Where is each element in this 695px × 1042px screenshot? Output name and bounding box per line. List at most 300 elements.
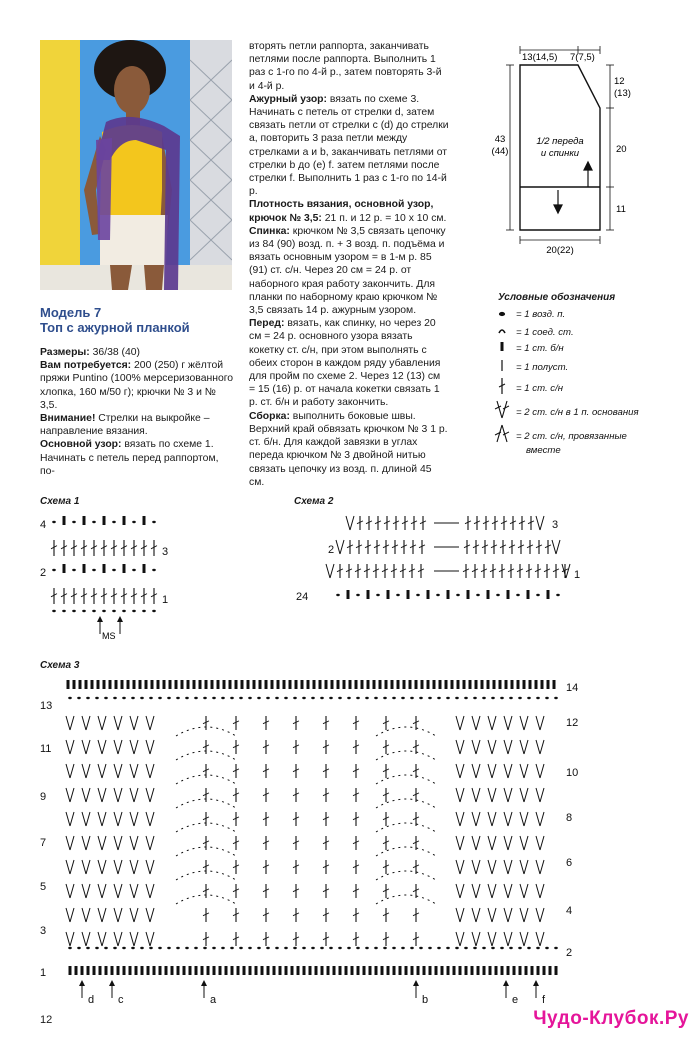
schema3-row-11: 11 (40, 743, 52, 755)
chain-stitch-mark (320, 947, 324, 949)
chain-stitch-mark (455, 947, 459, 949)
sc-stitch-mark (489, 966, 492, 975)
chain-stitch-mark (266, 697, 270, 699)
watermark: Чудо-Клубок.Ру (533, 1008, 689, 1029)
middle-column-text (249, 40, 449, 489)
chain-stitch-mark (338, 697, 342, 699)
chain-stitch-mark (176, 697, 180, 699)
v-stitch-mark (540, 516, 544, 530)
chain-stitch-mark (419, 947, 423, 949)
sc-stitch-mark (445, 680, 448, 689)
chain-stitch-mark (131, 697, 135, 699)
v-stitch-mark (472, 836, 476, 850)
v-stitch-mark (346, 516, 350, 530)
chain-stitch-mark (476, 594, 480, 596)
v-stitch-mark (86, 740, 90, 754)
v-stitch-mark (488, 716, 492, 730)
v-stitch-mark (492, 836, 496, 850)
sc-stitch-mark (219, 966, 222, 975)
v-stitch-mark (114, 740, 118, 754)
pattern-label-1: 1/2 переда (536, 136, 584, 147)
v-stitch-mark (456, 716, 460, 730)
sc-stitch-mark (123, 564, 126, 573)
chain-stitch-mark (464, 697, 468, 699)
chain-stitch-mark (428, 947, 432, 949)
v-stitch-mark (114, 764, 118, 778)
chain-stitch-mark (392, 947, 396, 949)
v-stitch-mark (70, 860, 74, 874)
v-stitch-mark (150, 932, 154, 946)
v-stitch-mark (492, 908, 496, 922)
chain-stitch-mark (491, 947, 495, 949)
v-stitch-mark (460, 788, 464, 802)
schema1-row-2: 2 (40, 567, 47, 579)
sc-stitch-mark (493, 680, 496, 689)
v-stitch-mark (150, 836, 154, 850)
sc-stitch-mark (123, 516, 126, 525)
v-stitch-mark (114, 932, 118, 946)
v-stitch-mark (130, 812, 134, 826)
v-stitch-mark (150, 812, 154, 826)
v-stitch-mark (66, 932, 70, 946)
schema3-row-12: 12 (566, 717, 579, 729)
arrow-head (109, 980, 115, 986)
sc-stitch-mark (487, 590, 490, 599)
legend-title: Условные обозначения (498, 292, 616, 303)
sc-stitch-mark (199, 680, 202, 689)
v-stitch-mark (456, 884, 460, 898)
v-stitch-mark (118, 932, 122, 946)
sc-stitch-mark (469, 680, 472, 689)
schema1-chart (36, 510, 186, 645)
v-stitch-mark (536, 812, 540, 826)
sc-stitch-mark (379, 680, 382, 689)
sc-stitch-mark (373, 680, 376, 689)
schema2-row-2: 2 (328, 544, 335, 556)
sc-stitch-mark (391, 680, 394, 689)
v-stitch-mark (456, 764, 460, 778)
chain-stitch-mark (491, 697, 495, 699)
legend-symbols (492, 305, 692, 465)
dim-top-left: 13(14,5) (522, 52, 558, 63)
v-stitch-mark (504, 932, 508, 946)
chain-stitch-mark (113, 697, 117, 699)
v-stitch-mark (66, 716, 70, 730)
legend (498, 292, 688, 303)
sc-stitch-mark (477, 966, 480, 975)
v-stitch-mark (70, 788, 74, 802)
sc-stitch-mark (163, 680, 166, 689)
page-number: 12 (40, 1014, 53, 1026)
v-stitch-mark (70, 812, 74, 826)
v-stitch-mark (70, 908, 74, 922)
v-stitch-mark (66, 884, 70, 898)
sc-stitch-mark (403, 680, 406, 689)
v-stitch-mark (150, 860, 154, 874)
v-stitch-mark (86, 788, 90, 802)
sc-stitch-mark (501, 966, 504, 975)
sc-stitch-mark (481, 680, 484, 689)
sc-stitch-mark (447, 590, 450, 599)
v-stitch-mark (536, 860, 540, 874)
fan-arc (376, 847, 436, 856)
sc-stitch-mark (483, 966, 486, 975)
photo-illustration (40, 40, 232, 290)
chain-stitch-mark (302, 947, 306, 949)
fan-arc (376, 799, 436, 808)
sc-stitch-mark (381, 966, 384, 975)
chain-stitch-mark (516, 594, 520, 596)
v-stitch-mark (508, 932, 512, 946)
schema3-stitches (66, 680, 558, 998)
v-stitch-mark (86, 932, 90, 946)
sc-stitch-mark (423, 966, 426, 975)
sc-stitch-mark (81, 966, 84, 975)
paragraph-gauge: Плотность вязания, основной узор, крючок № 3,5: 21 п. и 12 р. = 10 х 10 см. (249, 199, 447, 224)
chain-stitch-mark (329, 697, 333, 699)
sc-stitch-mark (355, 680, 358, 689)
v-stitch-mark (102, 740, 106, 754)
sc-stitch-mark (319, 680, 322, 689)
chain-stitch-mark (140, 697, 144, 699)
v-stitch-mark (476, 716, 480, 730)
chain-stitch-mark (396, 594, 400, 596)
sc-stitch-mark (511, 680, 514, 689)
chain-stitch-mark (311, 947, 315, 949)
schema3-row-2: 2 (566, 947, 573, 959)
chain-stitch-mark (410, 947, 414, 949)
v-stitch-mark (524, 764, 528, 778)
sc-stitch-mark (247, 680, 250, 689)
sc-stitch-mark (117, 966, 120, 975)
sc-stitch-mark (235, 680, 238, 689)
v-stitch-mark (504, 764, 508, 778)
v-stitch-mark (82, 884, 86, 898)
chain-stitch-mark (365, 947, 369, 949)
sc-stitch-mark (277, 680, 280, 689)
chain-stitch-mark (239, 697, 243, 699)
chain-stitch-mark (77, 947, 81, 949)
sc-stitch-mark (103, 516, 106, 525)
v-stitch-mark (508, 764, 512, 778)
v-stitch-mark (536, 740, 540, 754)
fan-arc (376, 775, 436, 784)
v-stitch-mark (456, 860, 460, 874)
sc-stitch-mark (217, 680, 220, 689)
v-stitch-mark (492, 716, 496, 730)
sc-stitch-mark (397, 680, 400, 689)
chain-stitch-mark (104, 697, 108, 699)
v-stitch-mark (476, 908, 480, 922)
chain-stitch-mark (86, 947, 90, 949)
sc-stitch-mark (499, 680, 502, 689)
v-stitch-mark (488, 860, 492, 874)
sc-stitch-mark (387, 590, 390, 599)
sc-stitch-mark (439, 680, 442, 689)
sc-stitch-mark (229, 680, 232, 689)
sc-stitch-mark (265, 680, 268, 689)
chain-stitch-mark (554, 947, 558, 949)
v-stitch-mark (146, 884, 150, 898)
v-stitch-mark (114, 812, 118, 826)
sc-stitch-mark (457, 680, 460, 689)
slip-stitch-icon (499, 330, 505, 333)
sc-stitch-mark (347, 590, 350, 599)
sc-stitch-mark (205, 680, 208, 689)
sc-stitch-mark (103, 564, 106, 573)
v-stitch-mark (460, 932, 464, 946)
chain-stitch-mark (152, 569, 156, 571)
v-stitch-mark (134, 908, 138, 922)
v-stitch-mark (504, 716, 508, 730)
sc-stitch-mark (211, 680, 214, 689)
v-stitch-mark (504, 860, 508, 874)
chain-stitch-mark (376, 594, 380, 596)
sc-stitch-mark (529, 680, 532, 689)
v-stitch-mark (508, 908, 512, 922)
chain-stitch-mark (473, 947, 477, 949)
schema3-row-6: 6 (566, 857, 573, 869)
chain-stitch-mark (212, 947, 216, 949)
v-stitch-mark (102, 932, 106, 946)
sc-stitch-mark (249, 966, 252, 975)
v-stitch-mark (130, 716, 134, 730)
chain-stitch-mark (149, 947, 153, 949)
dim-top-right: 7(7,5) (570, 52, 595, 63)
sc-stitch-mark (141, 966, 144, 975)
v-stitch-mark (476, 836, 480, 850)
paragraph-back: Спинка: крючком № 3,5 связать цепочку из 84 (90) возд. п. + 3 возд. п. подъёма и вязать основным узором = в 1-м р. 85 (91) ст. с/н. Через 20 см = 24 р. от наборного края работу закончить. Для планки по наборному краю крючком № 3,5 связать 14 р. ажурным узором. (249, 225, 446, 317)
v-stitch-mark (508, 884, 512, 898)
sc-stitch-mark (121, 680, 124, 689)
sc-stitch-mark (195, 966, 198, 975)
chain-stitch-mark (52, 521, 56, 523)
sc-stitch-mark (237, 966, 240, 975)
v-stitch-mark (508, 812, 512, 826)
dim-right-top-2: (13) (614, 88, 631, 99)
v-stitch-mark (472, 764, 476, 778)
v-stitch-mark (540, 836, 544, 850)
sc-stitch-mark (201, 966, 204, 975)
v-stitch-mark (524, 836, 528, 850)
sc-stitch-mark (399, 966, 402, 975)
sc-stitch-mark (69, 966, 72, 975)
sc-stitch-mark (253, 680, 256, 689)
sc-stitch-mark (471, 966, 474, 975)
sc-stitch-mark (273, 966, 276, 975)
chain-stitch-mark (95, 697, 99, 699)
v-stitch-mark (102, 836, 106, 850)
v-stitch-mark (460, 836, 464, 850)
v-stitch-mark (70, 884, 74, 898)
sc-stitch-mark (243, 966, 246, 975)
chain-stitch-mark (401, 947, 405, 949)
sc-stitch-mark (547, 680, 550, 689)
sc-stitch-mark (333, 966, 336, 975)
chain-stitch-mark (545, 947, 549, 949)
v-stitch-mark (82, 764, 86, 778)
schema3-arrow-b: b (422, 994, 429, 1006)
chain-stitch-mark (437, 947, 441, 949)
sc-stitch-mark (97, 680, 100, 689)
sc-stitch-mark (231, 966, 234, 975)
chain-stitch-mark (248, 697, 252, 699)
v-stitch-mark (66, 908, 70, 922)
v-stitch-mark (524, 884, 528, 898)
chain-stitch-mark (194, 947, 198, 949)
paragraph-sizes: Размеры: 36/38 (40) (40, 347, 141, 358)
v-stitch-mark (66, 764, 70, 778)
schema3-arrow-e: e (512, 994, 519, 1006)
sc-stitch-mark (405, 966, 408, 975)
v-stitch-mark (86, 812, 90, 826)
paragraph-materials: Вам потребуется: 200 (250) г жёлтой пряжи Puntino (100% мерсеризованного хлопка, 160 м/50 г); крючки № 3 и № 3,5. (40, 360, 234, 411)
sc-stitch-mark (177, 966, 180, 975)
v-stitch-mark (476, 740, 480, 754)
v-stitch-mark (460, 740, 464, 754)
sc-stitch-mark (301, 680, 304, 689)
v-stitch-mark (66, 836, 70, 850)
v-stitch-mark (460, 764, 464, 778)
chain-stitch-mark (203, 947, 207, 949)
sc-stitch-mark (91, 680, 94, 689)
v-stitch-mark (150, 740, 154, 754)
v-stitch-mark (476, 932, 480, 946)
sc-stitch-mark (417, 966, 420, 975)
sc-stitch-mark (67, 680, 70, 689)
chain-stitch-mark (320, 697, 324, 699)
v-stitch-mark (552, 540, 556, 554)
arrow-head (79, 980, 85, 986)
chain-stitch-mark (221, 697, 225, 699)
sc-stitch-mark (135, 966, 138, 975)
chain-stitch-mark (131, 947, 135, 949)
v-stitch-mark (102, 860, 106, 874)
sc-stitch-mark (369, 966, 372, 975)
sc-stitch-mark (345, 966, 348, 975)
v-stitch-mark (114, 860, 118, 874)
v-stitch-mark (456, 932, 460, 946)
dim-bottom: 20(22) (546, 245, 574, 255)
sc-stitch-mark (303, 966, 306, 975)
v-stitch-mark (146, 908, 150, 922)
sc-stitch-mark (127, 680, 130, 689)
v-stitch-mark (488, 932, 492, 946)
chain-stitch-mark (52, 610, 56, 612)
chain-stitch-mark (500, 697, 504, 699)
sc-stitch-mark (165, 966, 168, 975)
chain-stitch-mark (86, 697, 90, 699)
v-stitch-mark (146, 716, 150, 730)
chain-stitch-mark (77, 697, 81, 699)
sc-stitch-mark (357, 966, 360, 975)
v-stitch-mark (524, 908, 528, 922)
v-stitch-mark (476, 884, 480, 898)
chain-stitch-mark (68, 947, 72, 949)
v-stitch-mark (66, 860, 70, 874)
v-stitch-mark (540, 716, 544, 730)
v-stitch-mark (488, 788, 492, 802)
schema3-row-10: 10 (566, 767, 579, 779)
sc-stitch-mark (189, 966, 192, 975)
sc-stitch-mark (537, 966, 540, 975)
v-stitch-mark (492, 932, 496, 946)
sc-stitch-mark (459, 966, 462, 975)
sc-stitch-mark (385, 680, 388, 689)
sc-stitch-mark (223, 680, 226, 689)
fan-arc (376, 727, 436, 736)
sc-stitch-mark (549, 966, 552, 975)
chain-stitch-mark (416, 594, 420, 596)
v-stitch-mark (134, 812, 138, 826)
dim-right-mid: 20 (616, 144, 627, 155)
sc-stitch-mark (327, 966, 330, 975)
chain-stitch-mark (518, 697, 522, 699)
chain-stitch-mark (556, 594, 560, 596)
v-stitch-mark (472, 716, 476, 730)
v-stitch-mark (520, 812, 524, 826)
dim-right-top: 12 (614, 76, 625, 87)
sc-stitch-mark (271, 680, 274, 689)
sc-stitch-mark (387, 966, 390, 975)
v-stitch-mark (476, 812, 480, 826)
v-stitch-mark (540, 740, 544, 754)
schema1-stitches (51, 516, 157, 634)
sc-stitch-mark (313, 680, 316, 689)
sc-stitch-mark (147, 966, 150, 975)
v-stitch-mark (540, 764, 544, 778)
sc-stitch-mark (143, 516, 146, 525)
sc-stitch-mark (349, 680, 352, 689)
chain-stitch-mark (257, 947, 261, 949)
sc-stitch-mark (409, 680, 412, 689)
sc-stitch-mark (415, 680, 418, 689)
v-stitch-mark (86, 884, 90, 898)
v-stitch-mark (102, 764, 106, 778)
sc-stitch-mark (187, 680, 190, 689)
chain-stitch-mark (167, 697, 171, 699)
v-stitch-mark (130, 788, 134, 802)
schema2-row-1: 1 (574, 569, 581, 581)
v-stitch-mark (476, 860, 480, 874)
v-stitch-mark (130, 764, 134, 778)
v-stitch-mark (556, 540, 560, 554)
sc-stitch-mark (153, 966, 156, 975)
v-stitch-mark (146, 860, 150, 874)
sc-stitch-mark (433, 680, 436, 689)
paragraph-front: Перед: вязать, как спинку, но через 20 см = 24 р. основного узора вязать кокетку ст. с/н, при этом выполнять с обеих сторон в каждом ряду убавления для пройм по схеме 2. Через 12 (13) см = 15 (16) р. от начала кокетки связать 1 р. ст. б/н и работу закончить. (249, 318, 441, 409)
v-stitch-mark (86, 908, 90, 922)
v-stitch-mark (504, 884, 508, 898)
schema3-chart (36, 676, 596, 1011)
chain-stitch-mark (293, 697, 297, 699)
sc-stitch-mark (427, 590, 430, 599)
v-stitch-mark (520, 740, 524, 754)
schema1-row-1: 1 (162, 594, 169, 606)
schema3-row-5: 5 (40, 881, 47, 893)
v-stitch-mark (70, 716, 74, 730)
sc-stitch-mark (321, 966, 324, 975)
legend-item-1: = 1 возд. п. (516, 309, 566, 320)
sc-stitch-mark (525, 966, 528, 975)
v-stitch-mark (98, 740, 102, 754)
chain-stitch-mark (132, 610, 136, 612)
schema3-arrow-c: c (118, 994, 124, 1006)
sc-stitch-mark (411, 966, 414, 975)
sc-stitch-mark (83, 564, 86, 573)
v-stitch-mark (536, 884, 540, 898)
fan-arc (376, 823, 436, 832)
